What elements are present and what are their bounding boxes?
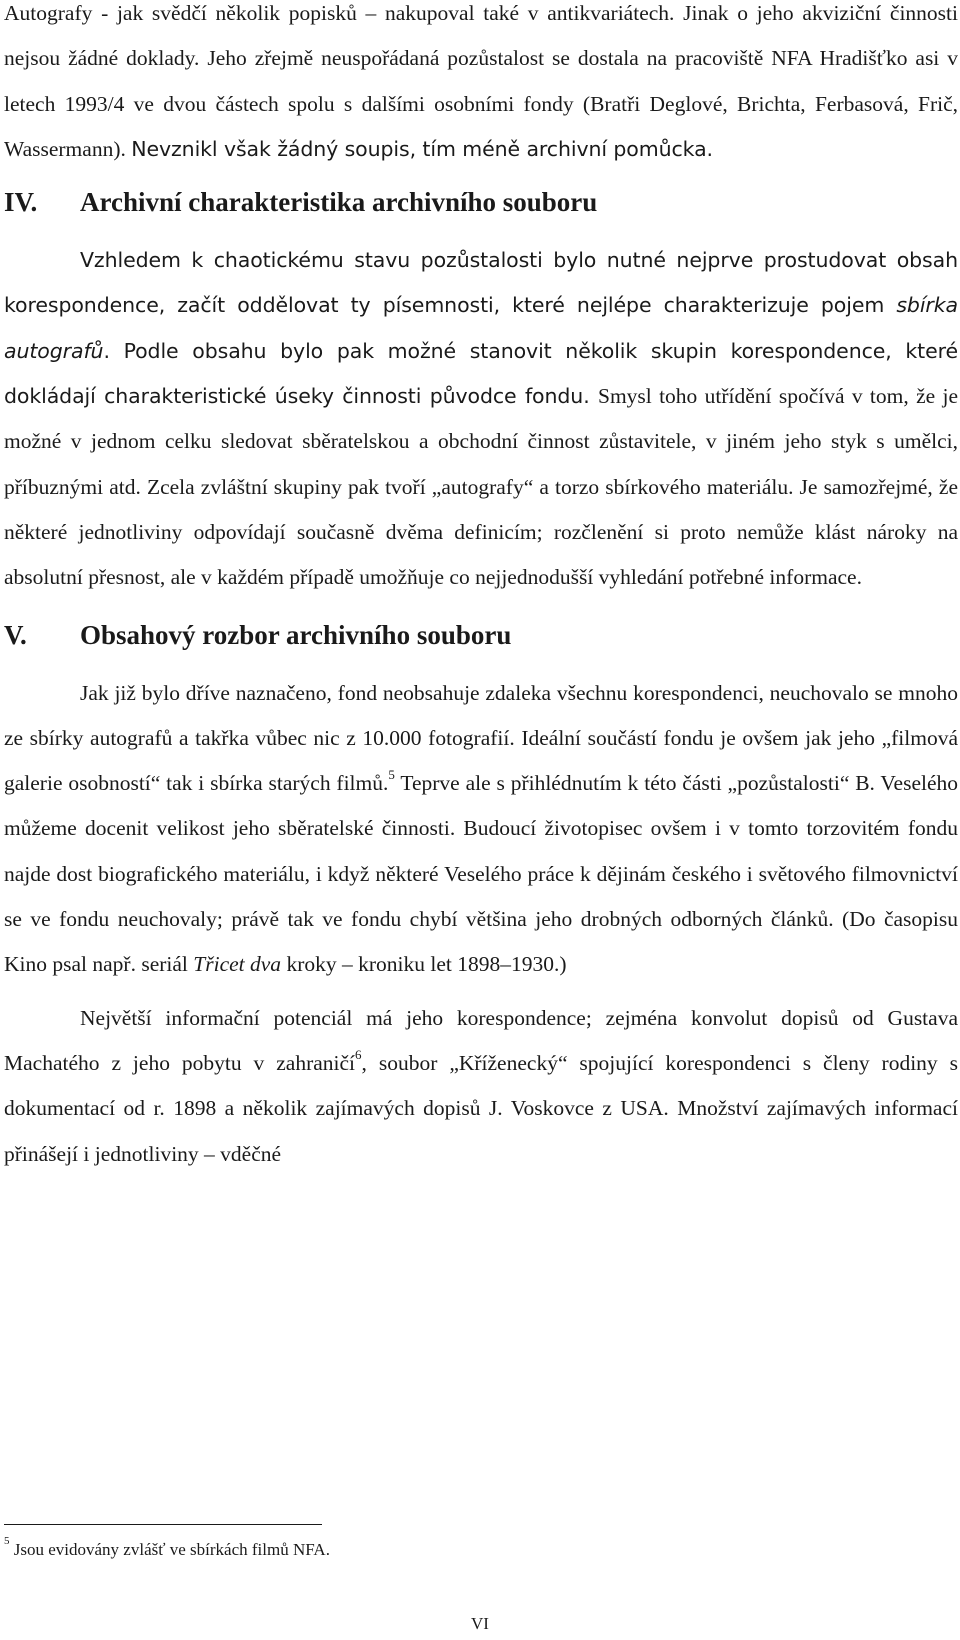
- footnote-number: 5: [4, 1535, 10, 1548]
- paragraph-intro: [4, 0, 958, 172]
- paragraph-content-analysis: [4, 671, 958, 988]
- paragraph-text: Teprve ale s přihlédnutím k této části „pozůstalosti“ B. Veselého můžeme docenit velikost jeho sběratelské činnosti. Budoucí životopisec ovšem i v tomto torzovitém fondu najde dost biografického materiálu, i když některé Veselého práce k dějinám českého i světového filmovnictví se ve fondu neuchovaly; právě tak ve fondu chybí většina jeho drobných odborných článků. (Do časopisu Kino psal např. seriál: [4, 771, 958, 977]
- italic-term: sbírka autografů: [4, 293, 958, 363]
- section-number: V.: [4, 619, 27, 650]
- section-heading-iv: [4, 174, 958, 230]
- paragraph-text: kroky – kroniku let 1898–1930.): [281, 952, 567, 977]
- paragraph-text: Největší informační potenciál má jeho korespondence; zejména konvolut dopisů od Gustava Machatého z jeho pobytu v zahraničí: [4, 1005, 958, 1075]
- page-number: VI: [471, 1614, 489, 1633]
- paragraph-text: , soubor „Kříženecký“ spojující korespondenci s členy rodiny s dokumentací od r. 1898 a několik zajímavých dopisů J. Voskovce z USA. Množství zajímavých informací přinášejí i jednotliviny – vděčné: [4, 1050, 958, 1166]
- paragraph-text-sans: Vzhledem k chaotickému stavu pozůstalosti bylo nutné nejprve prostudovat obsah korespondence, začít oddělovat ty písemnosti, které nejlépe charakterizuje pojem: [4, 248, 958, 318]
- footnote-separator: [4, 1524, 322, 1525]
- section-title: Archivní charakteristika archivního souboru: [80, 187, 598, 218]
- document-page: [4, 0, 958, 1177]
- italic-title: Třicet dva: [193, 952, 282, 977]
- section-heading-v: [4, 607, 958, 663]
- footnote-text: Jsou evidovány zvlášť ve sbírkách filmů NFA.: [9, 1540, 330, 1559]
- paragraph-text: Jak již bylo dříve naznačeno, fond neobsahuje zdaleka všechnu korespondenci, neuchovalo se mnoho ze sbírky autografů a takřka vůbec nic z 10.000 fotografií. Ideální součástí fondu je ovšem jak jeho „filmová galerie osobností“ tak i sbírka starých filmů.: [4, 680, 958, 796]
- footnote: [4, 1535, 330, 1562]
- paragraph-text-sans: . Podle obsahu bylo pak možné stanovit několik skupin korespondence, které dokládají charakteristické úseky činnosti původce fondu.: [4, 338, 958, 409]
- paragraph-text-sans: Nevznikl však žádný soupis, tím méně archivní pomůcka.: [131, 136, 713, 161]
- footnote-reference[interactable]: 5: [388, 767, 395, 782]
- footnote-reference[interactable]: 6: [355, 1046, 362, 1062]
- paragraph-text: Autografy - jak svědčí několik popisků – nakupoval také v antikvariátech. Jinak o jeho akviziční činnosti nejsou žádné doklady. Jeho zřejmě neuspořádaná pozůstalost se dostala na pracoviště NFA Hradišťko asi v letech 1993/4 ve dvou částech spolu s dalšími osobními fondy (Bratři Deglové, Brichta, Ferbasová, Frič, Wassermann).: [4, 1, 958, 161]
- section-title: Obsahový rozbor archivního souboru: [80, 619, 512, 650]
- paragraph-correspondence: [4, 996, 958, 1177]
- paragraph-text: Smysl toho utřídění spočívá v tom, že je možné v jednom celku sledovat sběratelskou a obchodní činnost zůstavitele, v jiném jeho styk s umělci, příbuznými atd. Zcela zvláštní skupiny pak tvoří „autografy“ a torzo sbírkového materiálu. Je samozřejmé, že některé jednotliviny odpovídají současně dvěma definicím; rozčlenění si proto nemůže klást nároky na absolutní přesnost, ale v každém případě umožňuje co nejjednodušší vyhledání potřebné informace.: [4, 384, 958, 590]
- paragraph-archival-characteristics: [4, 238, 958, 600]
- section-number: IV.: [4, 187, 38, 218]
